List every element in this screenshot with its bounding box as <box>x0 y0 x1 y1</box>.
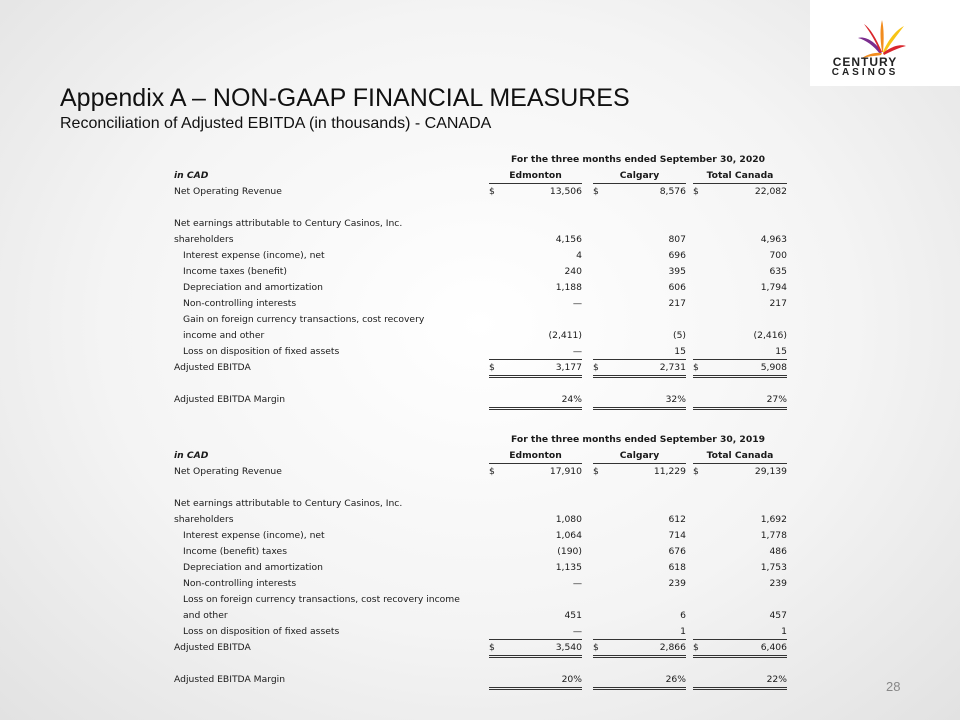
cell-value: 239 <box>668 578 686 589</box>
cell-value: 1,080 <box>555 514 582 525</box>
cell-value: 217 <box>769 298 787 309</box>
page-subtitle: Reconciliation of Adjusted EBITDA (in thousands) - CANADA <box>60 115 492 132</box>
row-label: income and other <box>183 330 265 341</box>
ebitda-table-2019 <box>174 432 790 688</box>
cell-value: (2,416) <box>753 330 787 341</box>
table-row <box>174 328 790 344</box>
cell-value: — <box>572 626 582 637</box>
cell-value: 1,778 <box>760 530 787 541</box>
cell-value: (5) <box>672 330 686 341</box>
row-label: Adjusted EBITDA <box>174 362 251 373</box>
column-header-edmonton: Edmonton <box>489 448 582 464</box>
table-row <box>174 232 790 248</box>
cell-value: 486 <box>769 546 787 557</box>
row-label: Net Operating Revenue <box>174 466 282 477</box>
cell-value: 2,731 <box>659 362 686 373</box>
row-label: Gain on foreign currency transactions, cost recovery <box>183 314 425 325</box>
currency-symbol: $ <box>693 362 699 373</box>
cell-value: 1,064 <box>555 530 582 541</box>
table-row <box>174 528 790 544</box>
row-label: and other <box>183 610 228 621</box>
cell-value: 714 <box>668 530 686 541</box>
table-row <box>174 296 790 312</box>
cell-value: — <box>572 346 582 357</box>
cell-value: 15 <box>775 346 787 357</box>
cell-value: — <box>572 578 582 589</box>
cell-value: 1,794 <box>760 282 787 293</box>
table-row <box>174 560 790 576</box>
page-number: 28 <box>886 679 901 694</box>
row-label: Non-controlling interests <box>183 298 297 309</box>
row-label: Income (benefit) taxes <box>183 546 287 557</box>
table-row <box>174 544 790 560</box>
cell-value: 240 <box>564 266 582 277</box>
cell-value: 6 <box>680 610 686 621</box>
row-label: Net earnings attributable to Century Casinos, Inc. <box>174 498 403 509</box>
cell-value: 3,540 <box>555 642 582 653</box>
cell-value: 13,506 <box>549 186 582 197</box>
cell-value: (2,411) <box>548 330 582 341</box>
cell-value: 32% <box>665 394 686 405</box>
period-header: For the three months ended September 30, 2019 <box>510 434 765 445</box>
cell-value: 451 <box>564 610 582 621</box>
cell-value: 606 <box>668 282 686 293</box>
cell-value: 5,908 <box>760 362 787 373</box>
cell-value: 700 <box>769 250 787 261</box>
cell-value: 1,692 <box>760 514 787 525</box>
row-label: Net Operating Revenue <box>174 186 282 197</box>
cell-value: 217 <box>668 298 686 309</box>
table-row <box>174 264 790 280</box>
cell-value: 8,576 <box>659 186 686 197</box>
cell-value: 696 <box>668 250 686 261</box>
logo-wordmark-casinos: CASINOS <box>831 67 899 78</box>
cell-value: 26% <box>665 674 686 685</box>
row-label: shareholders <box>174 514 234 525</box>
row-label: Interest expense (income), net <box>183 250 325 261</box>
table-row <box>174 576 790 592</box>
cell-value: 2,866 <box>659 642 686 653</box>
cell-value: 20% <box>561 674 582 685</box>
period-header: For the three months ended September 30, 2020 <box>510 154 765 165</box>
cell-value: 239 <box>769 578 787 589</box>
row-label: Adjusted EBITDA <box>174 642 251 653</box>
column-header-total: Total Canada <box>693 448 787 464</box>
cell-value: 22,082 <box>754 186 787 197</box>
cell-value: 1 <box>781 626 787 637</box>
cell-value: 11,229 <box>653 466 686 477</box>
cell-value: — <box>572 298 582 309</box>
currency-symbol: $ <box>693 466 699 477</box>
row-label: Net earnings attributable to Century Casinos, Inc. <box>174 218 403 229</box>
cell-value: 618 <box>668 562 686 573</box>
century-casinos-logo <box>810 0 960 86</box>
table-row <box>174 608 790 624</box>
cell-value: 6,406 <box>760 642 787 653</box>
table-row <box>174 344 790 360</box>
cell-value: 4 <box>576 250 582 261</box>
cell-value: 27% <box>766 394 787 405</box>
row-label: Adjusted EBITDA Margin <box>174 674 286 685</box>
ebitda-table-2020 <box>174 152 790 408</box>
row-label: Loss on foreign currency transactions, cost recovery income <box>183 594 460 605</box>
cell-value: 4,156 <box>555 234 582 245</box>
currency-symbol: $ <box>489 362 495 373</box>
cell-value: 612 <box>668 514 686 525</box>
currency-symbol: $ <box>489 466 495 477</box>
cell-value: 15 <box>674 346 686 357</box>
cell-value: 395 <box>668 266 686 277</box>
currency-symbol: $ <box>693 642 699 653</box>
cell-value: 29,139 <box>754 466 787 477</box>
cell-value: 1,135 <box>555 562 582 573</box>
row-label: Adjusted EBITDA Margin <box>174 394 286 405</box>
cell-value: 457 <box>769 610 787 621</box>
row-label: Loss on disposition of fixed assets <box>183 626 340 637</box>
page-title: Appendix A – NON-GAAP FINANCIAL MEASURES <box>60 84 630 112</box>
row-label: Depreciation and amortization <box>183 282 323 293</box>
currency-symbol: $ <box>489 186 495 197</box>
cell-value: 24% <box>561 394 582 405</box>
column-header-calgary: Calgary <box>593 168 686 184</box>
currency-symbol: $ <box>593 362 599 373</box>
row-label: Loss on disposition of fixed assets <box>183 346 340 357</box>
table-row <box>174 280 790 296</box>
currency-symbol: $ <box>593 642 599 653</box>
currency-symbol: $ <box>489 642 495 653</box>
table-row <box>174 640 790 656</box>
cell-value: 676 <box>668 546 686 557</box>
cell-value: (190) <box>557 546 582 557</box>
currency-label: in CAD <box>174 450 209 461</box>
currency-symbol: $ <box>593 466 599 477</box>
table-row <box>174 464 790 480</box>
cell-value: 1 <box>680 626 686 637</box>
currency-symbol: $ <box>693 186 699 197</box>
table-row <box>174 248 790 264</box>
currency-symbol: $ <box>593 186 599 197</box>
logo-wordmark-century: CENTURY <box>832 55 898 69</box>
row-label: Non-controlling interests <box>183 578 297 589</box>
column-header-edmonton: Edmonton <box>489 168 582 184</box>
table-row <box>174 360 790 376</box>
row-label: shareholders <box>174 234 234 245</box>
column-header-calgary: Calgary <box>593 448 686 464</box>
table-row <box>174 672 790 688</box>
row-label: Income taxes (benefit) <box>183 266 287 277</box>
cell-value: 4,963 <box>760 234 787 245</box>
starburst-logo-icon <box>856 18 908 60</box>
table-row <box>174 512 790 528</box>
row-label: Depreciation and amortization <box>183 562 323 573</box>
cell-value: 1,753 <box>760 562 787 573</box>
cell-value: 1,188 <box>555 282 582 293</box>
cell-value: 22% <box>766 674 787 685</box>
table-row <box>174 392 790 408</box>
currency-label: in CAD <box>174 170 209 181</box>
cell-value: 635 <box>769 266 787 277</box>
column-header-total: Total Canada <box>693 168 787 184</box>
table-row <box>174 184 790 200</box>
row-label: Interest expense (income), net <box>183 530 325 541</box>
cell-value: 17,910 <box>549 466 582 477</box>
table-row <box>174 624 790 640</box>
cell-value: 3,177 <box>555 362 582 373</box>
cell-value: 807 <box>668 234 686 245</box>
